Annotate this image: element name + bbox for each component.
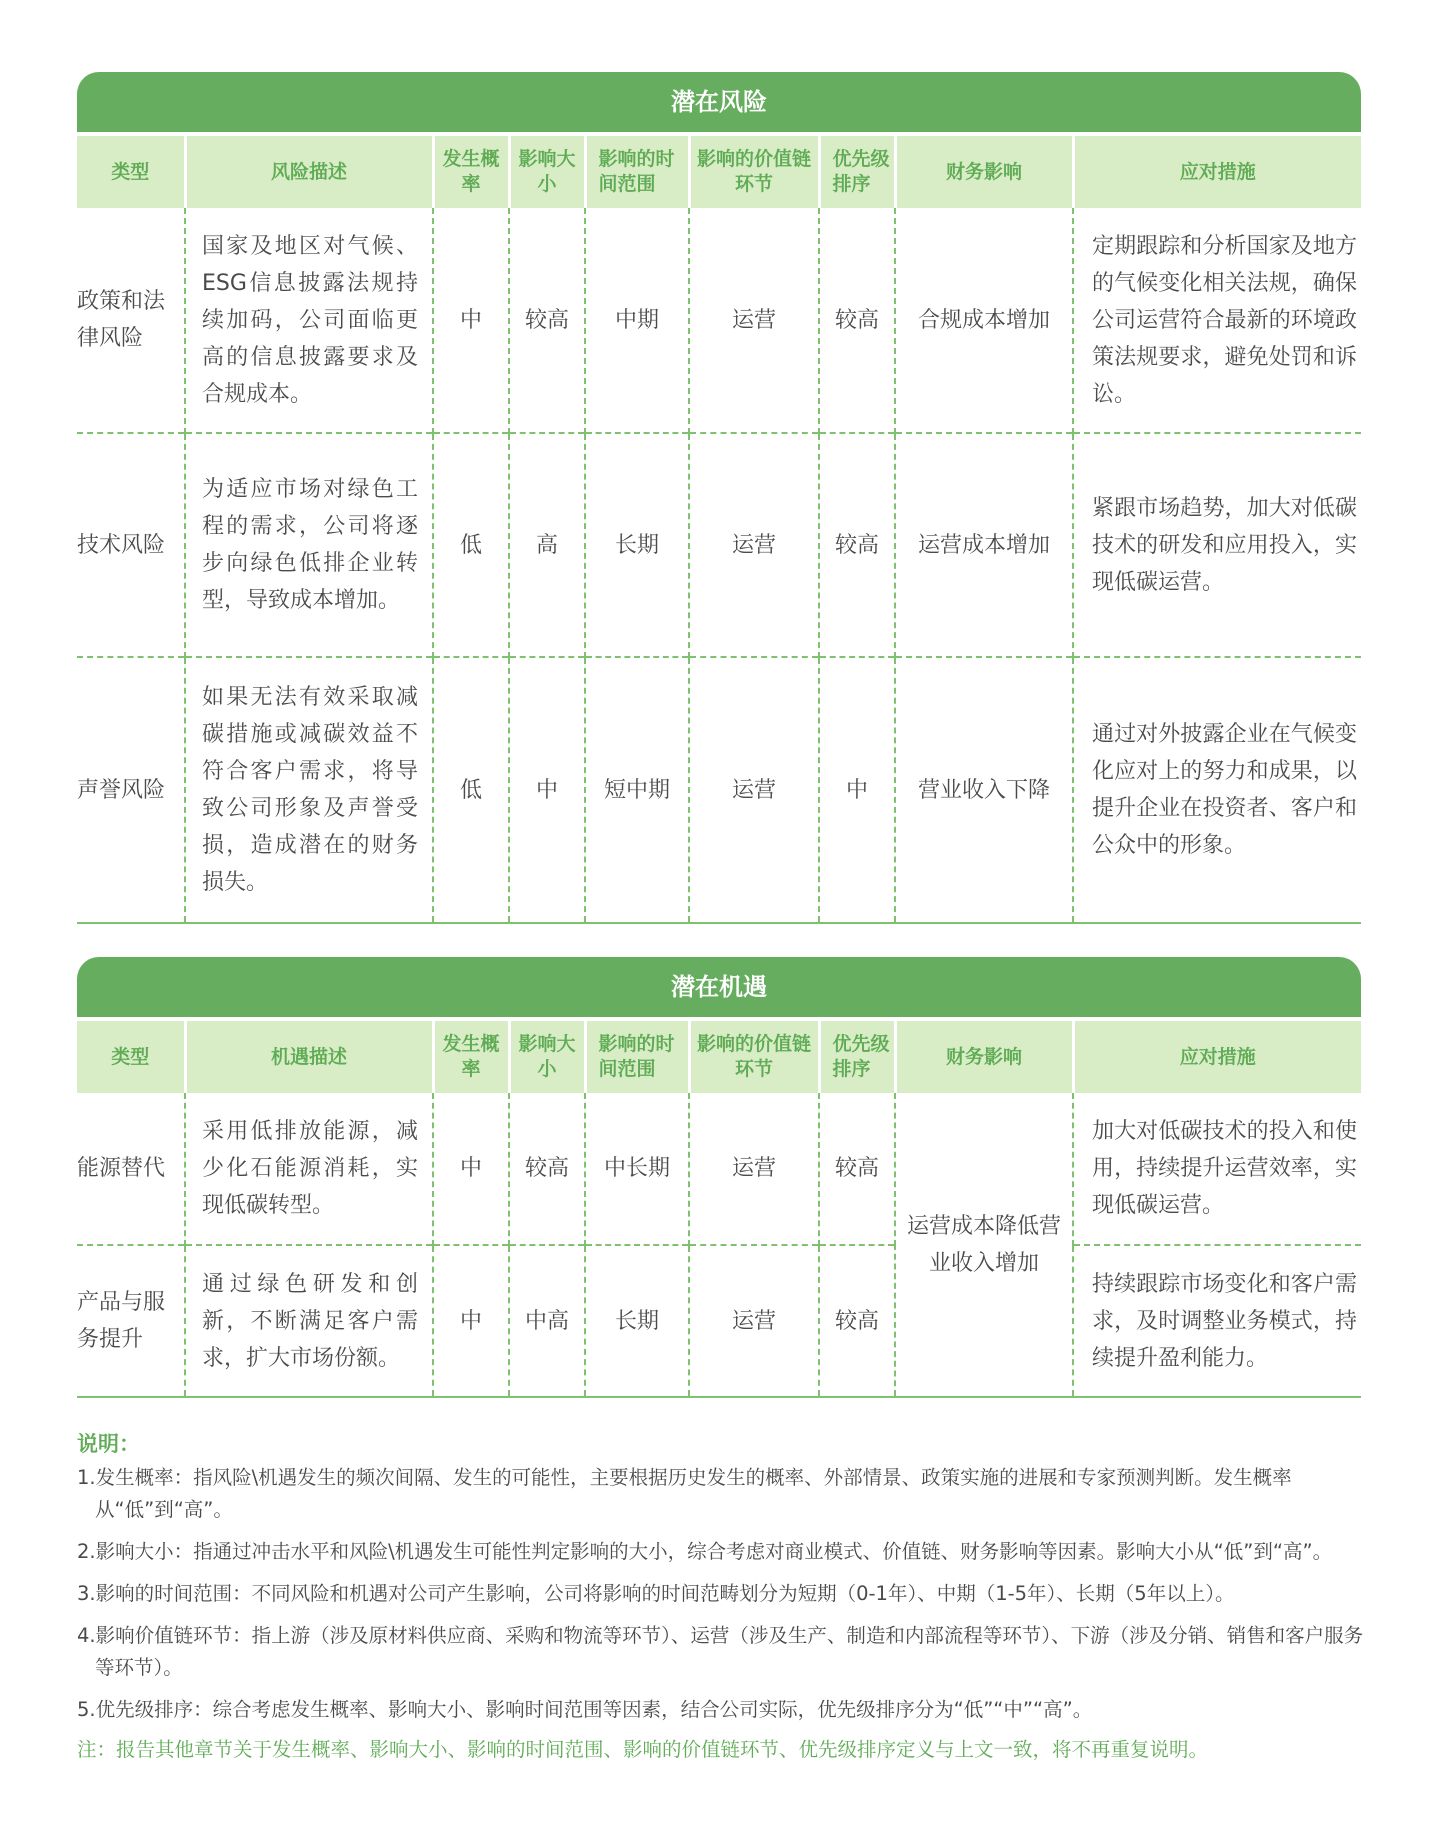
col-header-time-range: 影响的时间范围 <box>585 1021 689 1093</box>
col-header-value-chain: 影响的价值链环节 <box>689 1021 819 1093</box>
opportunity-section-title: 潜在机遇 <box>77 957 1361 1017</box>
risk-type: 声誉风险 <box>77 657 185 923</box>
col-header-value-chain: 影响的价值链环节 <box>689 136 819 208</box>
col-header-probability: 发生概率 <box>433 136 509 208</box>
opportunity-time-range: 中长期 <box>585 1093 689 1245</box>
risk-row <box>77 657 1361 923</box>
col-header-type: 类型 <box>77 136 185 208</box>
col-header-description: 风险描述 <box>185 136 433 208</box>
risk-impact-size: 高 <box>509 433 585 657</box>
risk-section <box>77 72 1361 924</box>
risk-impact-size: 较高 <box>509 208 585 433</box>
col-header-description: 机遇描述 <box>185 1021 433 1093</box>
risk-value-chain: 运营 <box>689 657 819 923</box>
col-header-measures: 应对措施 <box>1073 136 1361 208</box>
risk-probability: 低 <box>433 657 509 923</box>
risk-probability: 中 <box>433 208 509 433</box>
risk-time-range: 长期 <box>585 433 689 657</box>
opportunity-priority: 较高 <box>819 1093 895 1245</box>
opportunity-description: 采用低排放能源，减少化石能源消耗，实现低碳转型。 <box>185 1093 433 1245</box>
opportunity-description: 通过绿色研发和创新，不断满足客户需求，扩大市场份额。 <box>185 1245 433 1397</box>
opportunity-probability: 中 <box>433 1245 509 1397</box>
risk-table <box>77 136 1361 924</box>
risk-description: 为适应市场对绿色工程的需求，公司将逐步向绿色低排企业转型，导致成本增加。 <box>185 433 433 657</box>
risk-priority: 较高 <box>819 433 895 657</box>
opportunity-impact-size: 较高 <box>509 1093 585 1245</box>
risk-financial-impact: 营业收入下降 <box>895 657 1073 923</box>
opportunity-type: 能源替代 <box>77 1156 166 1181</box>
col-header-impact-size: 影响大小 <box>509 1021 585 1093</box>
col-header-type: 类型 <box>77 1021 185 1093</box>
risk-priority: 中 <box>819 657 895 923</box>
col-header-probability: 发生概率 <box>433 1021 509 1093</box>
risk-time-range: 中期 <box>585 208 689 433</box>
risk-type: 政策和法律风险 <box>77 289 166 351</box>
risk-type: 技术风险 <box>77 433 185 657</box>
notes-footnote: 注：报告其他章节关于发生概率、影响大小、影响的时间范围、影响的价值链环节、优先级排序定义与上文一致，将不再重复说明。 <box>77 1738 1209 1761</box>
risk-measure: 通过对外披露企业在气候变化应对上的努力和成果，以提升企业在投资者、客户和公众中的形象。 <box>1073 657 1361 923</box>
risk-measure: 定期跟踪和分析国家及地方的气候变化相关法规，确保公司运营符合最新的环境政策法规要求，避免处罚和诉讼。 <box>1073 208 1361 433</box>
risk-impact-size: 中 <box>509 657 585 923</box>
col-header-priority: 优先级排序 <box>819 136 895 208</box>
opportunity-value-chain: 运营 <box>689 1245 819 1397</box>
risk-section-title: 潜在风险 <box>77 72 1361 132</box>
opportunity-row <box>77 1093 1361 1245</box>
opportunity-impact-size: 中高 <box>509 1245 585 1397</box>
risk-row <box>77 208 1361 433</box>
risk-financial-impact: 运营成本增加 <box>895 433 1073 657</box>
note-item: 1.发生概率：指风险\机遇发生的频次间隔、发生的可能性，主要根据历史发生的概率、外部情景、政策实施的进展和专家预测判断。发生概率从“低”到“高”。 <box>77 1466 1292 1521</box>
col-header-financial-impact: 财务影响 <box>895 136 1073 208</box>
col-header-time-range: 影响的时间范围 <box>585 136 689 208</box>
note-item: 3.影响的时间范围：不同风险和机遇对公司产生影响，公司将影响的时间范畴划分为短期（0-1年）、中期（1-5年）、长期（5年以上）。 <box>77 1582 1235 1605</box>
opportunity-financial-impact: 运营成本降低营业收入增加 <box>895 1093 1073 1397</box>
risk-header-row <box>77 136 1361 208</box>
risk-financial-impact: 合规成本增加 <box>895 208 1073 433</box>
col-header-priority: 优先级排序 <box>819 1021 895 1093</box>
opportunity-section <box>77 957 1361 1398</box>
note-item: 5.优先级排序：综合考虑发生概率、影响大小、影响时间范围等因素，结合公司实际，优先级排序分为“低”“中”“高”。 <box>77 1698 1093 1721</box>
opportunity-time-range: 长期 <box>585 1245 689 1397</box>
notes-heading: 说明： <box>77 1432 140 1456</box>
risk-value-chain: 运营 <box>689 208 819 433</box>
notes-section <box>77 1428 1367 1766</box>
opportunity-header-row <box>77 1021 1361 1093</box>
risk-measure: 紧跟市场趋势，加大对低碳技术的研发和应用投入，实现低碳运营。 <box>1073 433 1361 657</box>
risk-probability: 低 <box>433 433 509 657</box>
col-header-measures: 应对措施 <box>1073 1021 1361 1093</box>
opportunity-table <box>77 1021 1361 1398</box>
risk-description: 如果无法有效采取减碳措施或减碳效益不符合客户需求，将导致公司形象及声誉受损，造成潜在的财务损失。 <box>185 657 433 923</box>
col-header-impact-size: 影响大小 <box>509 136 585 208</box>
note-item: 4.影响价值链环节：指上游（涉及原材料供应商、采购和物流等环节）、运营（涉及生产、制造和内部流程等环节）、下游（涉及分销、销售和客户服务等环节）。 <box>77 1624 1364 1679</box>
note-item: 2.影响大小：指通过冲击水平和风险\机遇发生可能性判定影响的大小，综合考虑对商业模式、价值链、财务影响等因素。影响大小从“低”到“高”。 <box>77 1540 1333 1563</box>
opportunity-priority: 较高 <box>819 1245 895 1397</box>
opportunity-probability: 中 <box>433 1093 509 1245</box>
opportunity-value-chain: 运营 <box>689 1093 819 1245</box>
risk-row <box>77 433 1361 657</box>
opportunity-row <box>77 1245 1361 1397</box>
risk-value-chain: 运营 <box>689 433 819 657</box>
opportunity-measure: 持续跟踪市场变化和客户需求，及时调整业务模式，持续提升盈利能力。 <box>1073 1245 1361 1397</box>
risk-time-range: 短中期 <box>585 657 689 923</box>
col-header-financial-impact: 财务影响 <box>895 1021 1073 1093</box>
risk-description: 国家及地区对气候、ESG信息披露法规持续加码，公司面临更高的信息披露要求及合规成本。 <box>185 208 433 433</box>
opportunity-type: 产品与服务提升 <box>77 1245 185 1397</box>
risk-priority: 较高 <box>819 208 895 433</box>
opportunity-measure: 加大对低碳技术的投入和使用，持续提升运营效率，实现低碳运营。 <box>1073 1093 1361 1245</box>
